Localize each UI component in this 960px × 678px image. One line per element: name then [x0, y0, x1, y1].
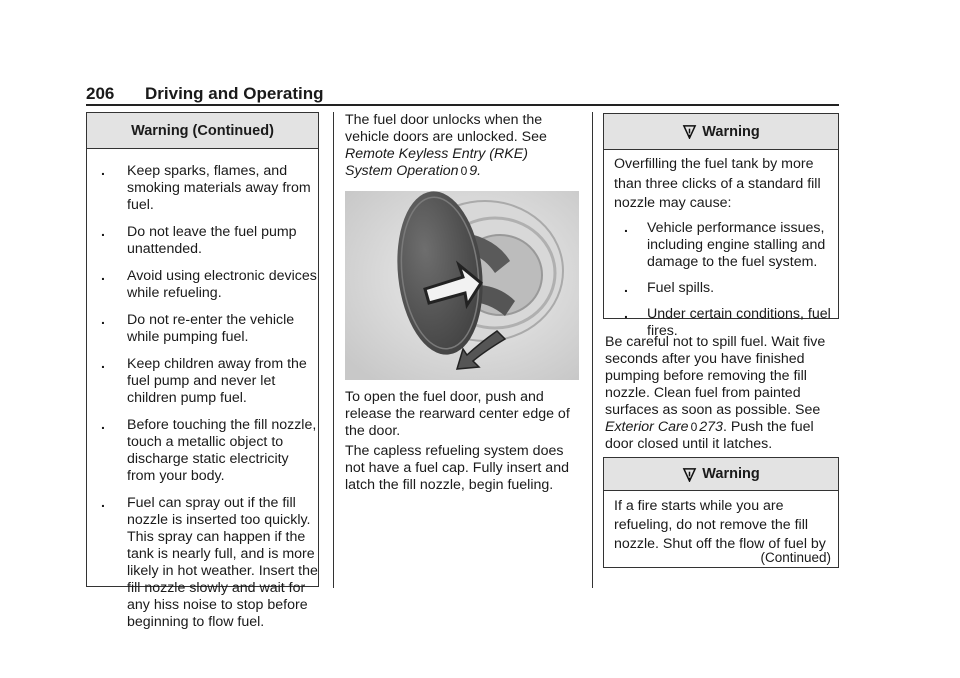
paragraph-text: Be careful not to spill fuel. Wait five seconds after you have finished pumping before removing the fill nozzle. Clean fuel from painted surfaces as soon as possible. See	[605, 334, 826, 418]
warning-header	[604, 114, 838, 150]
fire-warning-box	[603, 457, 839, 568]
list-item	[87, 356, 318, 407]
warning-continued-box	[86, 112, 319, 630]
cross-reference-link[interactable]: Remote Keyless Entry (RKE) System Operation	[345, 146, 528, 179]
warning-intro: Overfilling the fuel tank by more than three clicks of a standard fill nozzle may cause:	[614, 156, 821, 211]
warning-title: Warning	[702, 123, 760, 140]
warning-bullet-list	[87, 149, 318, 631]
bullet-mark: .	[101, 495, 105, 511]
bullet-text: Keep sparks, flames, and smoking materials away from fuel.	[127, 163, 311, 213]
bullet-mark: .	[101, 224, 105, 240]
warning-text: If a fire starts while you are refueling, do not remove the fill nozzle. Shut off the flow of fuel by	[614, 498, 826, 552]
list-item	[604, 280, 838, 297]
warning-continued-title: Warning (Continued)	[87, 113, 318, 149]
section-title: Driving and Operating	[145, 84, 324, 103]
bullet-text: Do not re-enter the vehicle while pumping fuel.	[127, 312, 295, 345]
bullet-mark: .	[101, 163, 105, 179]
bullet-text: Fuel can spray out if the fill nozzle is inserted too quickly. This spray can happen if the tank is nearly full, and is more likely in hot weather. Insert the fill nozzle slowly and wait for any hiss noise to stop before beginning to flow fuel.	[127, 495, 318, 630]
continued-label: (Continued)	[760, 550, 831, 565]
bullet-mark: .	[624, 305, 628, 322]
list-item	[87, 312, 318, 346]
overfill-warning-box	[603, 113, 839, 339]
paragraph-text: The fuel door unlocks when the vehicle doors are unlocked. See	[345, 112, 547, 145]
bullet-text: Do not leave the fuel pump unattended.	[127, 224, 297, 257]
open-door-paragraph: To open the fuel door, push and release the rearward center edge of the door.	[345, 389, 570, 439]
capless-paragraph: The capless refueling system does not have a fuel cap. Fully insert and latch the fill nozzle, begin fueling.	[345, 443, 569, 493]
list-item	[87, 268, 318, 302]
bullet-text: Under certain conditions, fuel fires.	[647, 305, 831, 339]
header-rule	[86, 104, 839, 106]
bullet-text: Fuel spills.	[647, 279, 715, 296]
page-ref-symbol: 0	[690, 420, 698, 434]
list-item	[87, 224, 318, 258]
column-divider	[333, 112, 334, 588]
bullet-text: Before touching the fill nozzle, touch a metallic object to discharge static electricity from your body.	[127, 417, 317, 484]
bullet-text: Vehicle performance issues, including engine stalling and damage to the fuel system.	[647, 219, 826, 270]
spill-paragraph	[605, 334, 841, 453]
list-item	[87, 163, 318, 214]
fuel-door-paragraph	[345, 112, 579, 180]
cross-reference-page[interactable]: 273	[699, 419, 723, 435]
fuel-door-photo	[345, 191, 579, 380]
warning-icon	[682, 124, 697, 139]
list-item	[87, 417, 318, 485]
warning-icon	[682, 467, 697, 482]
bullet-mark: .	[101, 356, 105, 372]
bullet-text: Keep children away from the fuel pump and never let children pump fuel.	[127, 356, 307, 406]
cross-reference-page[interactable]: 9	[469, 163, 478, 179]
bullet-mark: .	[101, 268, 105, 284]
warning-title: Warning	[702, 466, 760, 482]
bullet-mark: .	[624, 279, 628, 296]
page-number: 206	[86, 84, 115, 103]
paragraph-end: . Push the fuel door closed until it latches.	[605, 419, 814, 452]
warning-header	[604, 458, 838, 491]
bullet-mark: .	[101, 312, 105, 328]
list-item	[604, 220, 838, 271]
bullet-mark: .	[101, 417, 105, 433]
page-ref-symbol: 0	[460, 164, 468, 178]
column-divider	[592, 112, 593, 588]
bullet-mark: .	[624, 219, 628, 236]
cross-reference-link[interactable]: Exterior Care	[605, 419, 689, 435]
list-item	[87, 495, 318, 631]
warning-bullet-list	[604, 214, 838, 340]
bullet-text: Avoid using electronic devices while refueling.	[127, 268, 317, 301]
paragraph-end: .	[477, 163, 482, 179]
fuel-door-illustration	[345, 191, 579, 380]
